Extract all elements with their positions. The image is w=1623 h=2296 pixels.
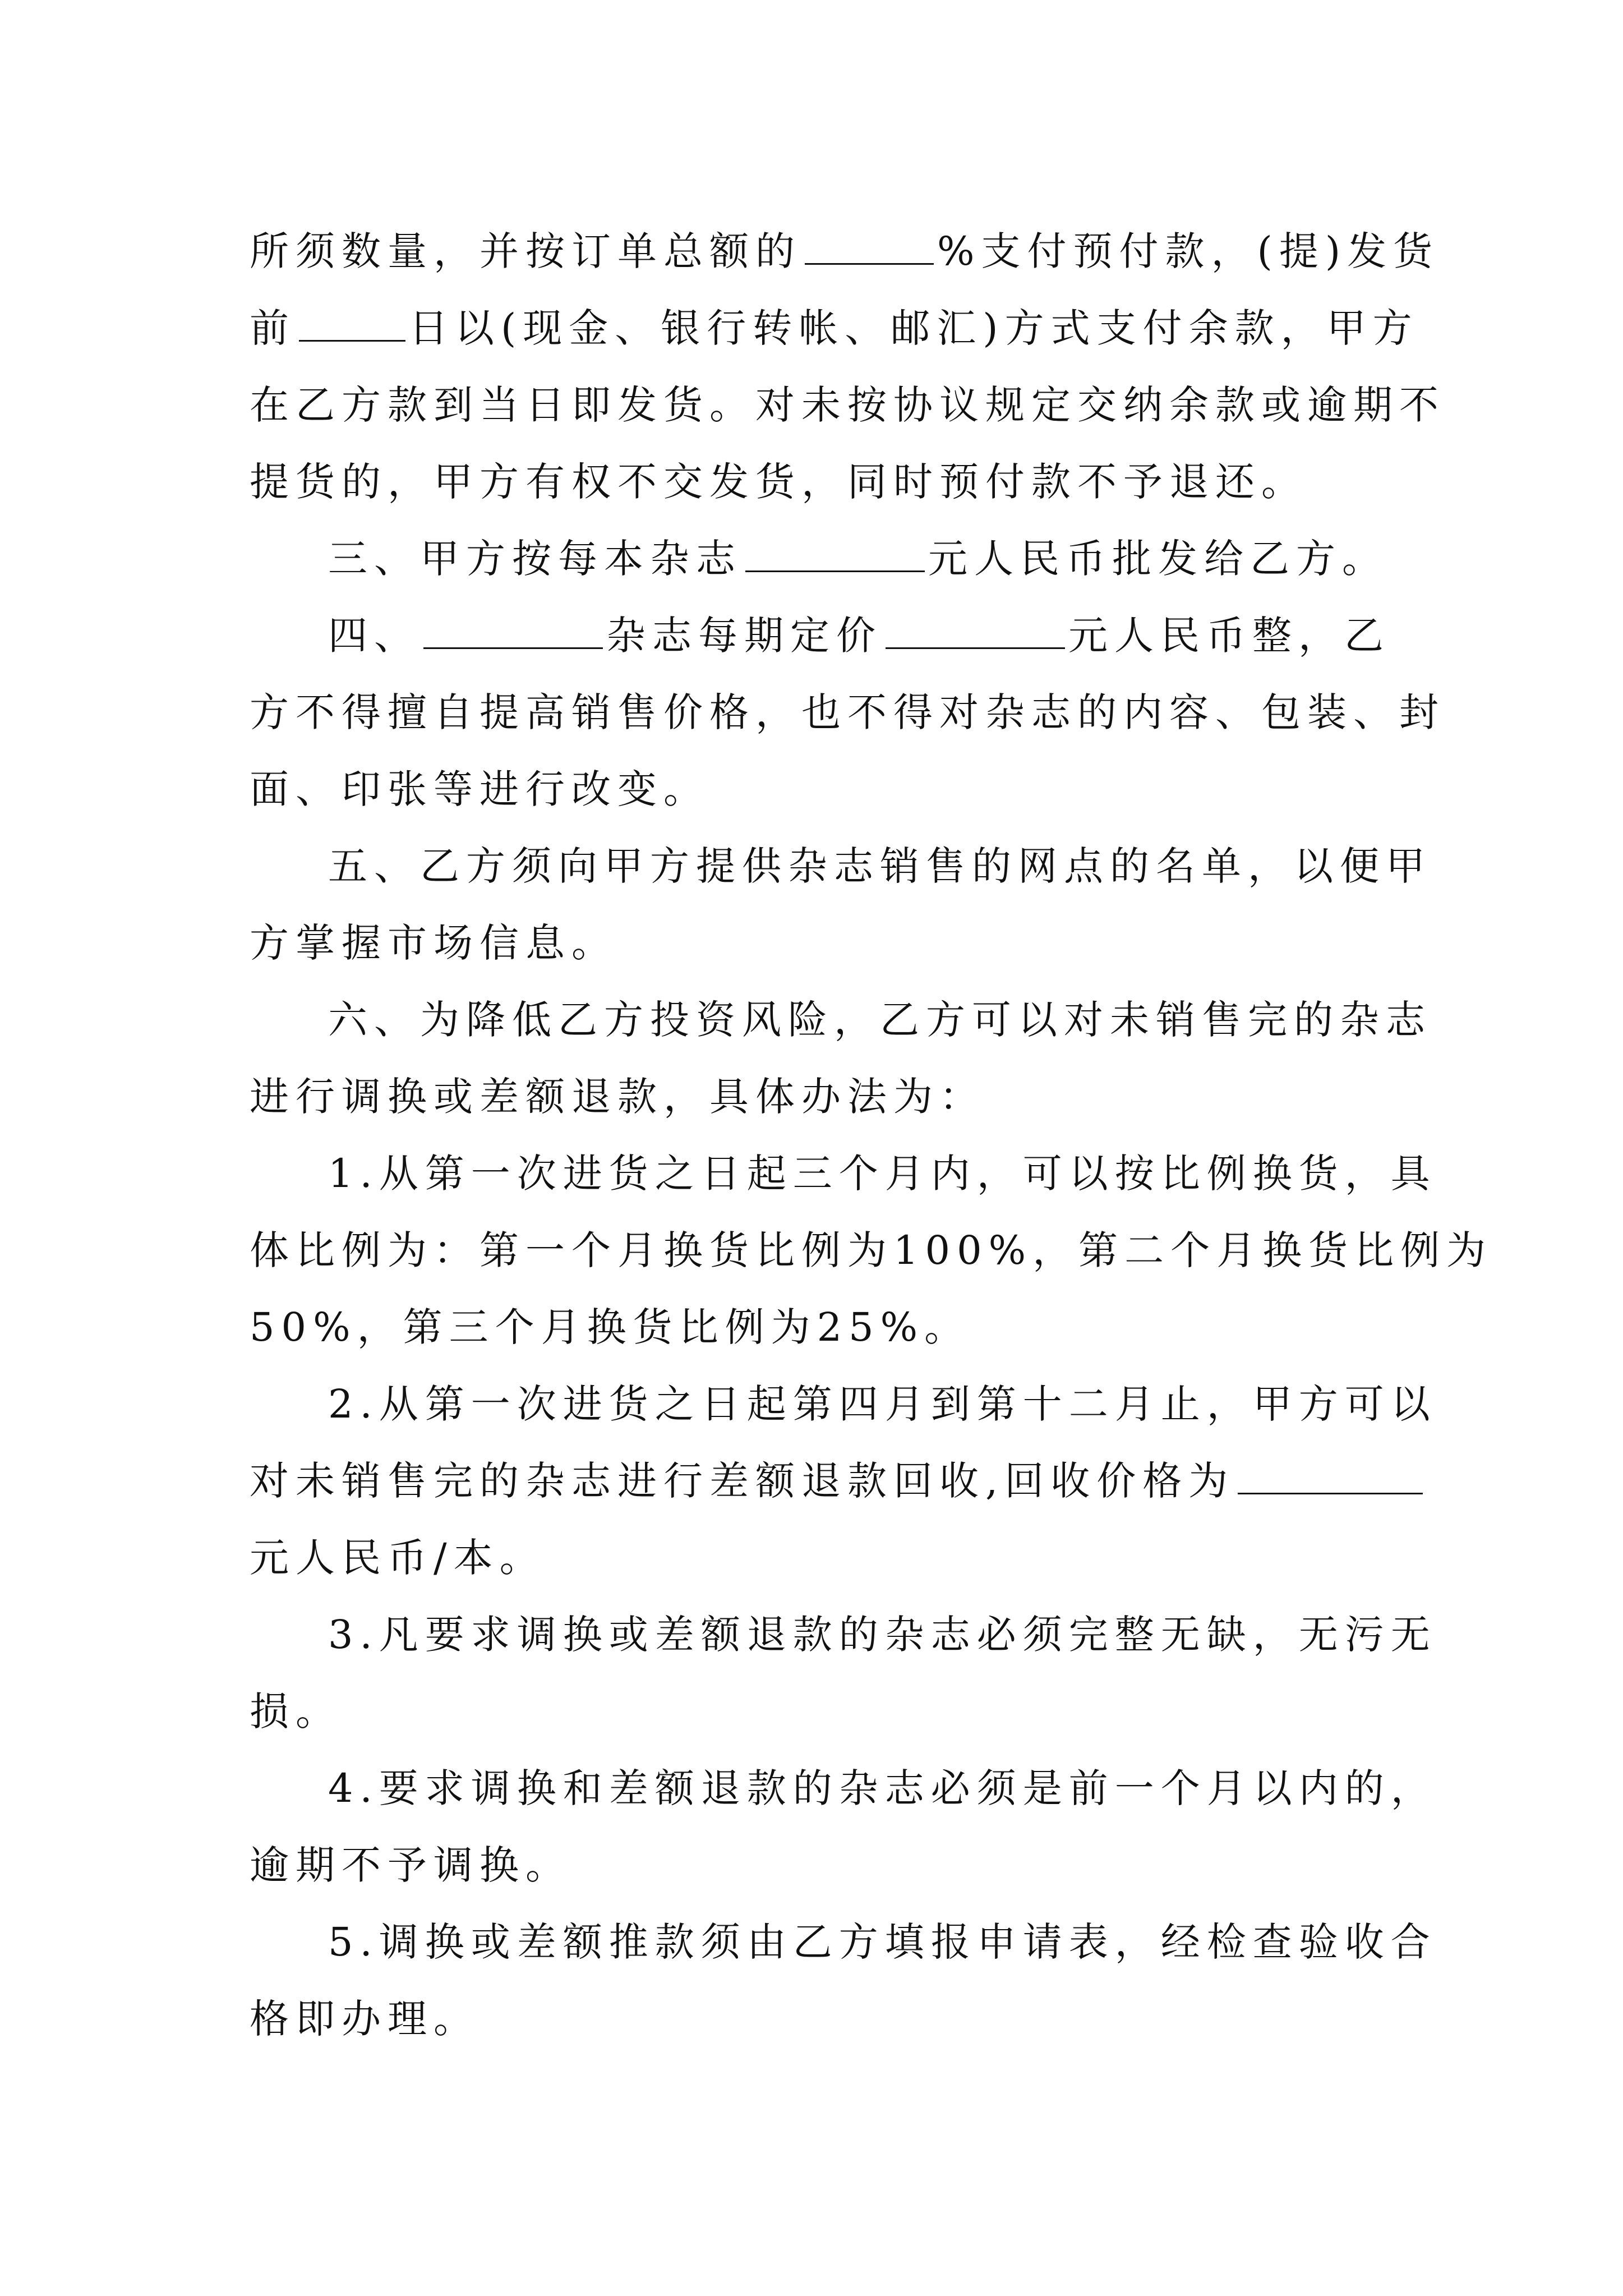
paragraph-line xyxy=(250,905,1388,982)
paragraph-line xyxy=(250,1443,1388,1520)
text-run: 对未销售完的杂志进行差额退款回收,回收价格为 xyxy=(250,1458,1235,1504)
clause-4 xyxy=(250,597,1388,674)
text-run: 4.要求调换和差额退款的杂志必须是前一个月以内的， xyxy=(328,1765,1437,1811)
text-run: 四、 xyxy=(328,613,420,659)
text-run: 五、乙方须向甲方提供杂志销售的网点的名单，以便甲 xyxy=(328,843,1432,889)
text-run: 面、印张等进行改变。 xyxy=(250,766,709,812)
text-run: 提货的，甲方有权不交发货，同时预付款不予退还。 xyxy=(250,459,1307,505)
text-run: 1.从第一次进货之日起三个月内，可以按比例换货，具 xyxy=(328,1151,1437,1197)
text-run: 元人民币整，乙 xyxy=(1068,613,1390,659)
paragraph-line xyxy=(250,1827,1388,1904)
paragraph-line xyxy=(250,213,1440,290)
text-run: 逾期不予调换。 xyxy=(250,1842,571,1888)
text-run: 3.凡要求调换或差额退款的杂志必须完整无缺，无污无 xyxy=(328,1612,1437,1658)
text-run: 进行调换或差额退款，具体办法为： xyxy=(250,1074,985,1120)
paragraph-line xyxy=(250,444,1388,521)
fill-in-blank xyxy=(423,602,603,649)
paragraph-line xyxy=(250,1981,1388,2058)
paragraph-line xyxy=(250,1673,1388,1750)
text-run: 体比例为：第一个月换货比例为100%，第二个月换货比例为 xyxy=(250,1227,1493,1273)
contract-body xyxy=(250,213,1493,2058)
sub-item-3 xyxy=(250,1596,1437,1673)
text-run: 日以(现金、银行转帐、邮汇)方式支付余款，甲方 xyxy=(409,305,1419,351)
fill-in-blank xyxy=(745,526,925,572)
paragraph-line xyxy=(250,1289,1388,1366)
sub-item-4 xyxy=(250,1750,1437,1827)
sub-item-1 xyxy=(250,1135,1437,1212)
text-run: 元人民币批发给乙方。 xyxy=(928,536,1388,582)
text-run: 三、甲方按每本杂志 xyxy=(328,536,742,582)
text-run: 方不得擅自提高销售价格，也不得对杂志的内容、包装、封 xyxy=(250,689,1445,735)
paragraph-line xyxy=(250,290,1419,367)
text-run: 50%，第三个月换货比例为25%。 xyxy=(250,1304,971,1350)
paragraph-line xyxy=(250,674,1445,751)
paragraph-line xyxy=(250,751,1388,828)
text-run: 六、为降低乙方投资风险，乙方可以对未销售完的杂志 xyxy=(328,997,1432,1043)
text-run: 元人民币/本。 xyxy=(250,1535,546,1581)
fill-in-blank xyxy=(299,295,405,342)
paragraph-line xyxy=(250,1059,1388,1135)
paragraph-line xyxy=(250,1520,1388,1596)
paragraph-line xyxy=(250,367,1445,444)
text-run: 损。 xyxy=(250,1688,342,1734)
clause-6 xyxy=(250,982,1432,1059)
sub-item-5 xyxy=(250,1904,1437,1981)
fill-in-blank xyxy=(886,602,1065,649)
text-run: 方掌握市场信息。 xyxy=(250,920,617,966)
text-run: 格即办理。 xyxy=(250,1996,479,2042)
fill-in-blank xyxy=(805,218,934,265)
text-run: 前 xyxy=(250,305,296,351)
sub-item-2 xyxy=(250,1366,1437,1443)
text-run: 在乙方款到当日即发货。对未按协议规定交纳余款或逾期不 xyxy=(250,382,1445,428)
clause-5 xyxy=(250,828,1432,905)
paragraph-line xyxy=(250,1212,1493,1289)
text-run: 杂志每期定价 xyxy=(606,613,882,659)
text-run: 5.调换或差额推款须由乙方填报申请表，经检查验收合 xyxy=(328,1919,1437,1965)
fill-in-blank xyxy=(1238,1448,1423,1494)
text-run: 所须数量，并按订单总额的 xyxy=(250,228,801,274)
text-run: 2.从第一次进货之日起第四月到第十二月止，甲方可以 xyxy=(328,1381,1437,1427)
clause-3 xyxy=(250,521,1388,597)
text-run: %支付预付款，(提)发货 xyxy=(937,228,1440,274)
